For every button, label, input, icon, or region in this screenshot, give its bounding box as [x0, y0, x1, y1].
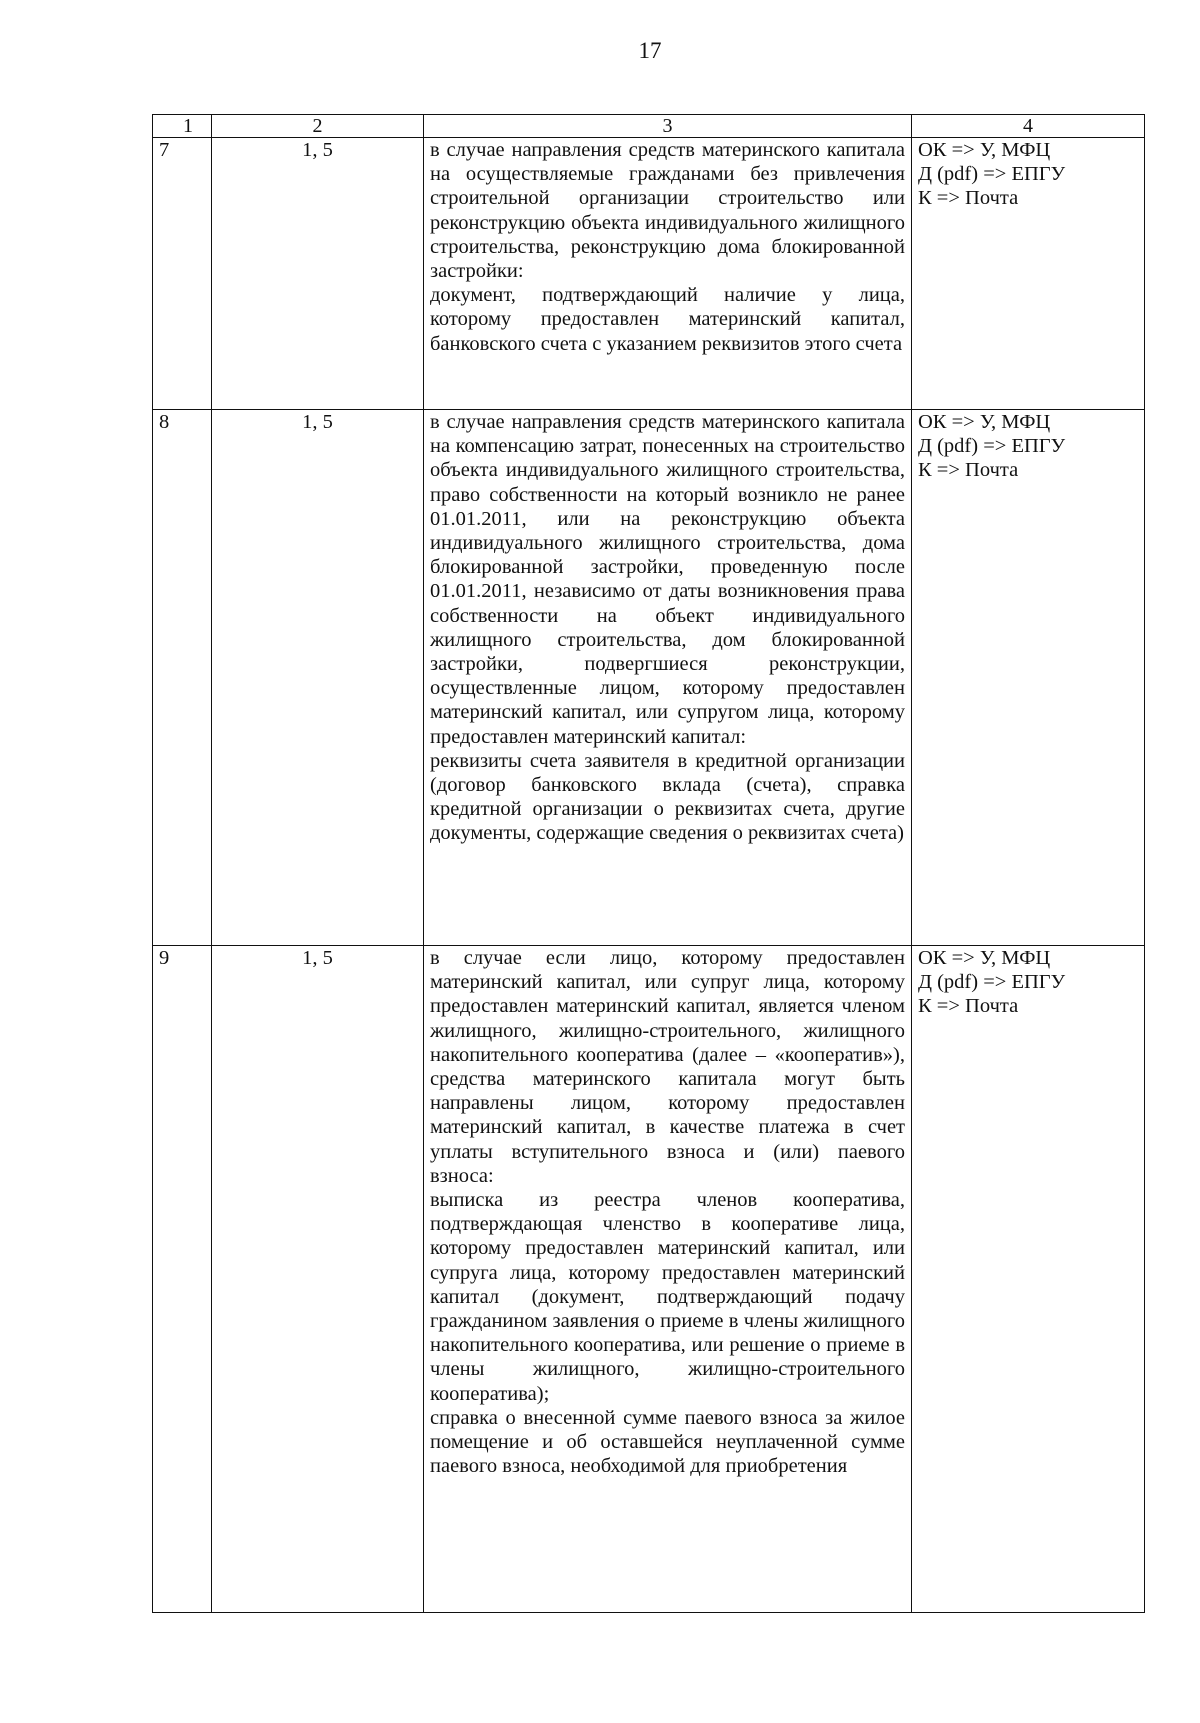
applicant-category: 1, 5: [212, 946, 424, 1613]
column-header-4: 4: [912, 115, 1145, 138]
description-paragraph: выписка из реестра членов кооператива, подтверждающая членство в кооперативе лица, которому предоставлен материнский капитал, или супруга лица, которому предоставлен материнский капитал (документ, подтверждающий подачу гражданином заявления о приеме в члены жилищного накопительного кооператива, или решение о приеме в члены жилищного, жилищно-строительного кооператива);: [430, 1189, 905, 1405]
submission-method: ОК => У, МФЦ: [918, 411, 1051, 433]
page-number: 17: [638, 38, 662, 63]
submission-method: ОК => У, МФЦ: [918, 139, 1051, 161]
table-row: [153, 410, 1145, 946]
description-paragraph: в случае если лицо, которому предоставлен материнский капитал, или супруг лица, которому предоставлен материнский капитал, является членом жилищного, жилищно-строительного, жилищного накопительного кооператива (далее – «кооператив»), средства материнского капитала могут быть направлены лицом, которому предоставлен материнский капитал, в качестве платежа в счет уплаты вступительного взноса и (или) паевого взноса:: [430, 947, 905, 1187]
document-description: [424, 946, 912, 1613]
submission-method: К => Почта: [918, 187, 1019, 210]
submission-method: ОК => У, МФЦ: [918, 947, 1051, 969]
description-paragraph: в случае направления средств материнского капитала на осуществляемые гражданами без привлечения строительной организации строительство или реконструкцию объекта индивидуального жилищного строительства, реконструкцию дома блокированной застройки:: [430, 139, 905, 283]
submission-methods: [912, 946, 1145, 1613]
description-paragraph: документ, подтверждающий наличие у лица, которому предоставлен материнский капитал, банковского счета с указанием реквизитов этого счета: [430, 284, 905, 355]
row-number: 7: [153, 138, 212, 410]
table-header-row: [153, 115, 1145, 138]
document-description: [424, 138, 912, 410]
submission-methods: [912, 138, 1145, 410]
description-paragraph: в случае направления средств материнского капитала на компенсацию затрат, понесенных на строительство объекта индивидуального жилищного строительства, право собственности на который возникло не ранее 01.01.2011, или на реконструкцию объекта индивидуального жилищного строительства, дома блокированной застройки, проведенную после 01.01.2011, независимо от даты возникновения права собственности на объект индивидуального жилищного строительства, дом блокированной застройки, подвергшиеся реконструкции, осуществленные лицом, которому предоставлен материнский капитал, или супругом лица, которому предоставлен материнский капитал:: [430, 411, 905, 748]
description-paragraph: реквизиты счета заявителя в кредитной организации (договор банковского вклада (счета), справка кредитной организации о реквизитах счета, другие документы, содержащие сведения о реквизитах счета): [430, 749, 905, 845]
applicant-category: 1, 5: [212, 410, 424, 946]
table-row: [153, 946, 1145, 1613]
submission-method: К => Почта: [918, 995, 1019, 1018]
submission-method: Д (pdf) => ЕПГУ: [918, 163, 1066, 186]
documents-table: [152, 114, 1145, 1613]
applicant-category: 1, 5: [212, 138, 424, 410]
table-row: [153, 138, 1145, 410]
description-paragraph: справка о внесенной сумме паевого взноса за жилое помещение и об оставшейся неуплаченной сумме паевого взноса, необходимой для приобретения: [430, 1406, 905, 1478]
submission-method: Д (pdf) => ЕПГУ: [918, 971, 1066, 994]
submission-method: Д (pdf) => ЕПГУ: [918, 435, 1066, 458]
column-header-3: 3: [424, 115, 912, 138]
column-header-2: 2: [212, 115, 424, 138]
row-number: 9: [153, 946, 212, 1613]
column-header-1: 1: [153, 115, 212, 138]
submission-methods: [912, 410, 1145, 946]
submission-method: К => Почта: [918, 459, 1019, 482]
row-number: 8: [153, 410, 212, 946]
document-description: [424, 410, 912, 946]
